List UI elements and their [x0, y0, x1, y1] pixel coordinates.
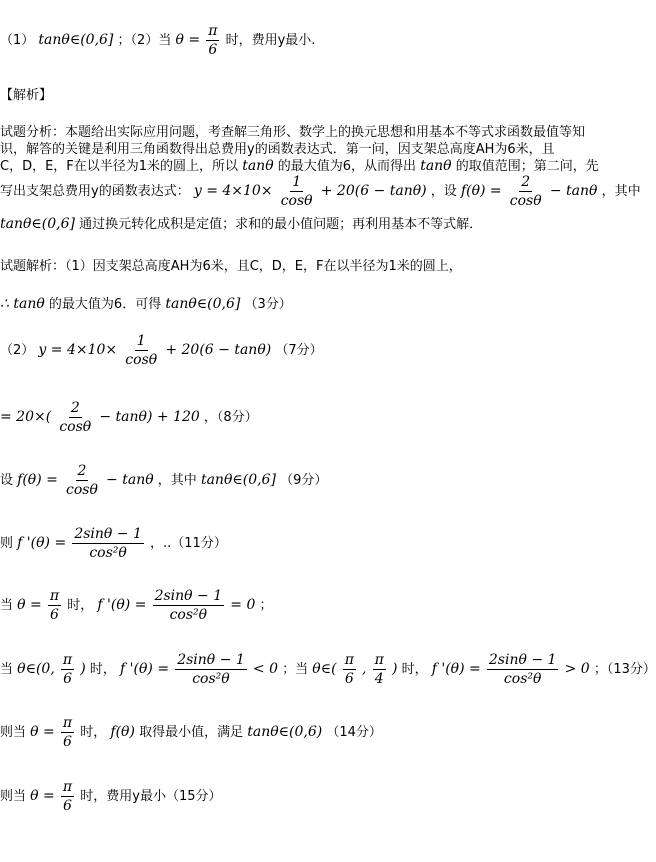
fraction	[175, 651, 247, 688]
fraction-denominator: cos²θ	[169, 607, 208, 623]
solution-line-1: 试题解析：（1）因支架总高度AH为6米，且C，D，E，F在以半径为1米的圆上，	[0, 259, 462, 274]
fraction	[64, 462, 100, 499]
score-note: （7分）	[275, 343, 323, 358]
text-run: 则当	[0, 789, 27, 804]
text-run: 的最大值为6，从而得出	[277, 159, 417, 174]
fraction-numerator: 1	[292, 174, 302, 190]
fraction-numerator: π	[62, 652, 73, 668]
fraction-denominator: cosθ	[280, 193, 313, 209]
fraction-numerator: π	[208, 23, 218, 39]
score-note: ；（13分）	[593, 662, 656, 677]
text-run: 则当	[0, 725, 27, 740]
fraction-numerator: 2sinθ − 1	[177, 652, 245, 668]
math-run: − tanθ) + 120	[99, 409, 200, 425]
math-run: + 20(6 − tanθ)	[320, 183, 427, 199]
math-run: f '(θ) =	[431, 661, 481, 677]
analysis-line-4	[0, 173, 641, 210]
fraction-denominator: cosθ	[66, 482, 98, 498]
math-run: tanθ∈(0,6]	[165, 296, 241, 312]
solution-line-4	[0, 399, 258, 436]
text-run: ；	[259, 598, 273, 613]
answer-part1-math: tanθ∈(0,6]	[38, 32, 114, 48]
math-run: + 20(6 − tanθ)	[165, 342, 272, 358]
text-run: 时，	[67, 598, 94, 613]
math-run: θ∈(	[312, 661, 337, 677]
text-run: C，D，E，F在以半径为1米的圆上，所以	[0, 159, 239, 174]
text-run: 设	[0, 473, 14, 488]
solution-line-2	[0, 293, 292, 312]
math-run: θ =	[30, 788, 55, 804]
fraction	[279, 173, 315, 210]
score-note: ，..（11分）	[150, 536, 227, 551]
math-run: tanθ	[420, 158, 452, 174]
text-run: 当	[0, 662, 14, 677]
math-run: θ =	[30, 724, 55, 740]
math-run: = 0	[230, 597, 256, 613]
fraction-denominator: cos²θ	[89, 545, 127, 561]
fraction	[508, 173, 544, 210]
math-run: ,	[362, 661, 367, 677]
fraction	[57, 399, 93, 436]
fraction-denominator: cosθ	[509, 193, 542, 209]
text-run: 时，	[89, 662, 116, 677]
math-run: tanθ∈(0,6]	[0, 216, 75, 232]
text-run: 当	[0, 598, 14, 613]
fraction	[48, 587, 61, 624]
fraction-numerator: 2sinθ − 1	[154, 588, 223, 604]
text-run: 写出支架总费用y的函数表达式：	[0, 184, 190, 199]
score-note: ，（8分）	[203, 410, 258, 425]
text-run: 时，	[401, 662, 428, 677]
fraction	[123, 332, 159, 369]
math-run: f '(θ) =	[120, 661, 170, 677]
text-run: 时，费用y最小（15分）	[80, 789, 222, 804]
fraction-numerator: 2	[70, 400, 80, 416]
solution-line-6	[0, 525, 227, 562]
text-run: 取得最小值，满足	[139, 725, 244, 740]
fraction-denominator: 6	[208, 42, 218, 58]
answer-theta: θ =	[175, 32, 201, 48]
fraction-denominator: 6	[63, 734, 72, 750]
fraction-numerator: 2sinθ − 1	[74, 526, 142, 542]
math-run: ∴ tanθ	[0, 296, 45, 312]
math-run: )	[80, 661, 86, 677]
solution-line-7	[0, 587, 273, 624]
fraction-numerator: 2	[521, 174, 531, 190]
math-run: y = 4×10×	[193, 183, 273, 199]
fraction-numerator: 2	[77, 463, 87, 479]
math-run: − tanθ	[106, 472, 154, 488]
fraction-numerator: 1	[136, 333, 146, 349]
text-run: ，其中	[601, 184, 641, 199]
fraction-numerator: π	[374, 652, 384, 668]
fraction	[373, 651, 386, 688]
fraction-numerator: π	[62, 715, 73, 731]
fraction-denominator: 6	[344, 671, 354, 687]
text-run: （2）	[0, 343, 35, 358]
solution-line-10	[0, 778, 222, 815]
fraction-denominator: 6	[63, 671, 72, 687]
fraction	[61, 714, 74, 751]
math-run: tanθ∈(0,6]	[200, 472, 276, 488]
math-run: > 0	[564, 661, 590, 677]
fraction	[72, 525, 144, 562]
math-run: f '(θ) =	[97, 597, 147, 613]
score-note: （9分）	[280, 473, 328, 488]
fraction-denominator: cosθ	[59, 419, 92, 435]
text-run: 通过换元转化成积是定值；求和的最小值问题；再利用基本不等式解．	[79, 217, 483, 232]
solution-line-3	[0, 332, 323, 369]
fraction-numerator: 2sinθ − 1	[488, 652, 557, 668]
text-run: 则	[0, 536, 14, 551]
text-run: ，设	[430, 184, 457, 199]
fraction-numerator: π	[344, 652, 354, 668]
math-run: )	[391, 661, 398, 677]
fraction-denominator: cosθ	[125, 352, 158, 368]
fraction	[487, 651, 559, 688]
answer-part1-label: （1）	[0, 33, 35, 48]
solution-line-5	[0, 462, 327, 499]
answer-fraction	[206, 22, 219, 59]
fraction	[343, 651, 356, 688]
math-run: − tanθ	[549, 183, 598, 199]
math-run: = 20×(	[0, 409, 52, 425]
solution-line-9	[0, 714, 382, 751]
math-run: f '(θ) =	[17, 535, 67, 551]
math-run: θ∈(0,	[17, 661, 55, 677]
analysis-line-3	[0, 155, 599, 174]
text-run: ，其中	[157, 473, 197, 488]
answer-tail: 时，费用y最小.	[225, 33, 316, 48]
text-run: 时，	[80, 725, 107, 740]
score-note: （14分）	[326, 725, 382, 740]
section-header: 【解析】	[0, 88, 53, 103]
score-note: （3分）	[244, 297, 292, 312]
fraction-denominator: cos²θ	[503, 671, 542, 687]
math-run: tanθ	[242, 158, 274, 174]
answer-line	[0, 22, 315, 59]
fraction-denominator: 6	[63, 798, 72, 814]
text-run: 的最大值为6．可得	[48, 297, 162, 312]
analysis-line-2: 识，解答的关键是利用三角函数得出总费用y的函数表达式．第一问，因支架总高度AH为6米，且	[0, 142, 555, 157]
math-run: tanθ∈(0,6)	[247, 724, 323, 740]
math-run: f(θ) =	[460, 183, 502, 199]
math-run: θ =	[17, 597, 42, 613]
solution-line-8	[0, 651, 656, 688]
math-run: f(θ)	[110, 724, 135, 740]
analysis-line-1: 试题分析：本题给出实际应用问题，考查解三角形、数学上的换元思想和用基本不等式求函数最值等知	[0, 125, 586, 140]
fraction-denominator: cos²θ	[192, 671, 230, 687]
fraction-denominator: 4	[374, 671, 384, 687]
math-run: < 0	[252, 661, 278, 677]
fraction-numerator: π	[62, 779, 73, 795]
answer-part2-label: ；（2）当	[117, 33, 172, 48]
math-run: y = 4×10×	[38, 342, 118, 358]
analysis-line-5	[0, 213, 482, 232]
text-run: 的取值范围；第二问，先	[455, 159, 599, 174]
math-run: f(θ) =	[17, 472, 58, 488]
fraction-numerator: π	[49, 588, 60, 604]
fraction-denominator: 6	[50, 607, 59, 623]
fraction	[61, 778, 74, 815]
fraction	[61, 651, 74, 688]
text-run: ；当	[282, 662, 309, 677]
fraction	[153, 587, 225, 624]
